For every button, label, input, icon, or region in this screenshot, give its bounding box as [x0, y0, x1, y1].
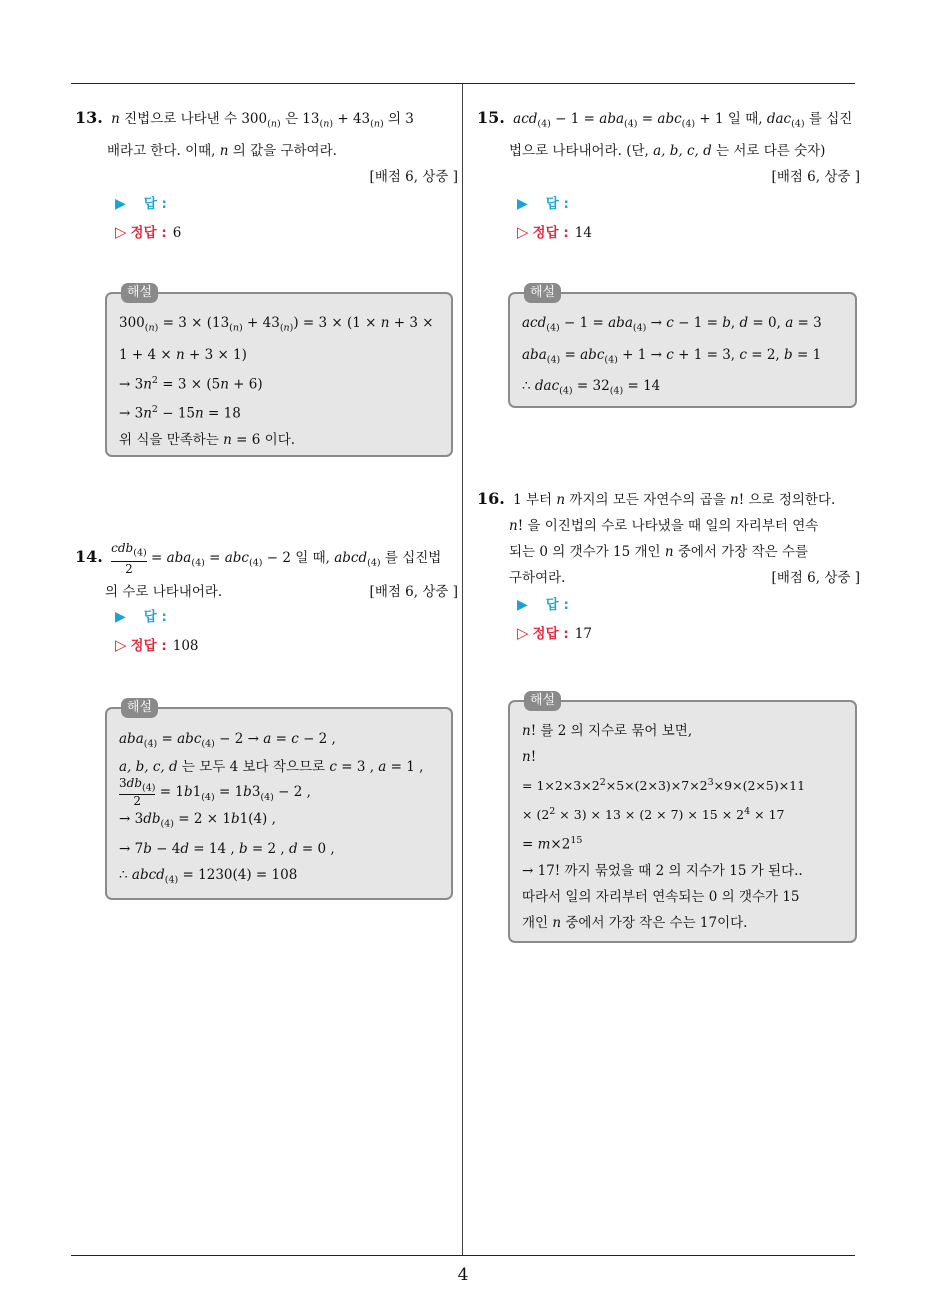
- solution-16-line: n!: [522, 749, 537, 765]
- solution-13-line: $300_{(n)} = 3 \times (13_{(n)} + 43_{(n)}) = 3 \times (1 \times n + 3$ ×: [119, 315, 434, 334]
- solution-box-15: [508, 285, 857, 408]
- problem-13-number: 13.: [75, 108, 103, 127]
- play-icon: ▶: [115, 608, 126, 625]
- solution-box-16: [508, 693, 857, 943]
- problem-15-text-1: acd$_{(4)}$ − 1 = aba$_{(4)}$ = abc$_{(4)}$ + 1 일 때, dac$_{(4)}$ 를 십진: [513, 111, 853, 130]
- problem-16-text-4: 구하여라. [배점 6, 상중 ]: [477, 565, 860, 591]
- play-icon: ▶: [517, 597, 528, 613]
- solution-16-line: 개인 n 중에서 가장 작은 수는 17이다.: [522, 914, 748, 931]
- answer-label: 답: [545, 195, 559, 212]
- play-icon: ▶: [517, 195, 528, 212]
- solution-15-line: acd$_{(4)}$ − 1 = aba$_{(4)}$ → c − 1 = b, d = 0, a = 3: [522, 315, 822, 334]
- footer-rule: [71, 1255, 855, 1256]
- correct-value-16: 17: [574, 626, 592, 642]
- solution-16-line: n! 를 2 의 지수로 묶어 보면,: [522, 723, 693, 739]
- page-number: 4: [457, 1265, 469, 1285]
- column-divider: [462, 84, 463, 1255]
- correct-value-15: 14: [574, 224, 592, 241]
- problem-13-text-2: 배라고 한다. 이때, n 의 값을 구하여라.: [107, 142, 337, 159]
- solution-13-line: 1 + 4 × n + 3 × 1): [119, 346, 247, 363]
- problem-13-line-1: [75, 105, 458, 138]
- outline-triangle-icon: ▷: [517, 624, 529, 642]
- problem-13: [75, 105, 458, 246]
- problem-16-text-2: n! 을 이진법의 수로 나타냈을 때 일의 자리부터 연속: [509, 518, 819, 534]
- play-icon: ▶: [115, 195, 126, 212]
- answer-label: 답: [143, 195, 157, 212]
- solution-13-line: 위 식을 만족하는 n = 6 이다.: [119, 431, 296, 448]
- outline-triangle-icon: ▷: [115, 222, 127, 241]
- problem-16: [477, 486, 860, 647]
- answer-row-13: ▶ 답 :: [115, 195, 167, 212]
- problem-16-line-1: [477, 486, 860, 513]
- correct-label: 정답: [130, 224, 157, 241]
- correct-label: 정답: [532, 224, 559, 241]
- problem-15-text-2: 법으로 나타내어라. (단, a, b, c, d 는 서로 다른 숫자): [509, 142, 826, 159]
- solution-tag: 해설: [524, 691, 561, 711]
- solution-13-line: → $3n^2 = 3 \times (5n + 6)$: [119, 374, 263, 393]
- solution-15-line: ∴ $dac_{(4)} = 32_{(4)} = 14$: [522, 378, 661, 398]
- problem-14-meta: [배점 6, 상중 ]: [369, 583, 458, 600]
- solution-box-14: [105, 700, 453, 900]
- solution-13-line: → $3n^2 - 15n = 18$: [119, 404, 241, 422]
- problem-16-meta: [배점 6, 상중 ]: [771, 570, 860, 586]
- solution-14-line: a, b, c, d 는 모두 4 보다 작으므로 c = 3 , a = 1 ,: [119, 758, 424, 775]
- solution-16-line: 따라서 일의 자리부터 연속되는 0 의 갯수가 15: [522, 888, 800, 905]
- solution-tag: 해설: [121, 283, 158, 303]
- solution-16-line: = $1\times 2\times 3\times 2^2\times 5\times(2\times 3)\times 7\times 2^3\times 9\times(2\times 5)\times 11$: [522, 777, 806, 794]
- solution-14-line: $\frac{3db_{(4)}}{2}$ = $1b1_{(4)} = 1b3_{(4)} - 2$ ,: [119, 775, 311, 809]
- answer-label: 답: [545, 597, 559, 613]
- problem-13-text-1: n 진법으로 나타낸 수 $300_{(n)}$ 은 $13_{(n)} + 43_{(n)}$ 의 3: [111, 111, 414, 130]
- outline-triangle-icon: ▷: [517, 222, 529, 241]
- problem-16-text-3: 되는 0 의 갯수가 15 개인 n 중에서 가장 작은 수를: [509, 544, 809, 560]
- problem-14-number: 14.: [75, 547, 103, 566]
- solution-14-line: ∴ abcd$_{(4)}$ = 1230(4) = 108: [119, 866, 298, 886]
- outline-triangle-icon: ▷: [115, 635, 127, 654]
- correct-label: 정답: [130, 637, 157, 654]
- header-rule: [71, 83, 855, 84]
- solution-tag: 해설: [524, 283, 561, 303]
- solution-16-line: → 17! 까지 묶었을 때 2 의 지수가 15 가 된다..: [522, 862, 803, 879]
- problem-16-number: 16.: [477, 489, 505, 508]
- answer-label: 답: [143, 608, 157, 625]
- correct-row-13: ▷ 정답 : 6: [115, 222, 182, 241]
- problem-14-line-1: [75, 540, 458, 581]
- correct-value-14: 108: [172, 637, 199, 654]
- solution-16-line: × $(2^2 \times 3) \times 13 \times (2 \times 7) \times 15 \times 2^4 \times 17$: [522, 806, 785, 823]
- correct-row-15: ▷ 정답 : 14: [517, 222, 592, 241]
- correct-value-13: 6: [172, 224, 182, 241]
- problem-15-number: 15.: [477, 108, 505, 127]
- solution-box-13: [105, 285, 453, 457]
- problem-15-line-1: [477, 105, 860, 138]
- problem-14: [75, 540, 458, 659]
- solution-tag: 해설: [121, 698, 158, 718]
- solution-14-line: → 7b − 4d = 14 , b = 2 , d = 0 ,: [119, 840, 335, 857]
- answer-row-15: ▶ 답 :: [517, 195, 569, 212]
- solution-14-line: aba$_{(4)}$ = abc$_{(4)}$ − 2 → a = c − 2 ,: [119, 731, 336, 750]
- correct-row-14: ▷ 정답 : 108: [115, 635, 199, 654]
- answer-row-16: ▶ 답 :: [517, 597, 569, 613]
- solution-16-line: = $m\times 2^{15}$: [522, 835, 583, 853]
- solution-15-line: aba$_{(4)}$ = abc$_{(4)}$ + 1 → c + 1 = 3, c = 2, b = 1: [522, 346, 822, 366]
- solution-14-line: → $3db_{(4)} = 2 \times 1b1(4)$ ,: [119, 811, 276, 830]
- correct-label: 정답: [532, 626, 559, 642]
- problem-13-meta: [배점 6, 상중 ]: [369, 168, 458, 185]
- problem-16-text-1: 1 부터 n 까지의 모든 자연수의 곱을 n! 으로 정의한다.: [513, 492, 836, 508]
- problem-14-text-1: cdb$_{(4)}$ 2 = aba$_{(4)}$ = abc$_{(4)}$ − 2 일 때, abcd$_{(4)}$ 를 십진법: [111, 541, 442, 576]
- answer-row-14: ▶ 답 :: [115, 608, 167, 625]
- problem-15: [477, 105, 860, 246]
- correct-row-16: ▷ 정답 : 17: [517, 624, 592, 642]
- problem-15-meta: [배점 6, 상중 ]: [771, 168, 860, 185]
- problem-14-text-2: 의 수로 나타내어라. [배점 6, 상중 ]: [75, 581, 458, 603]
